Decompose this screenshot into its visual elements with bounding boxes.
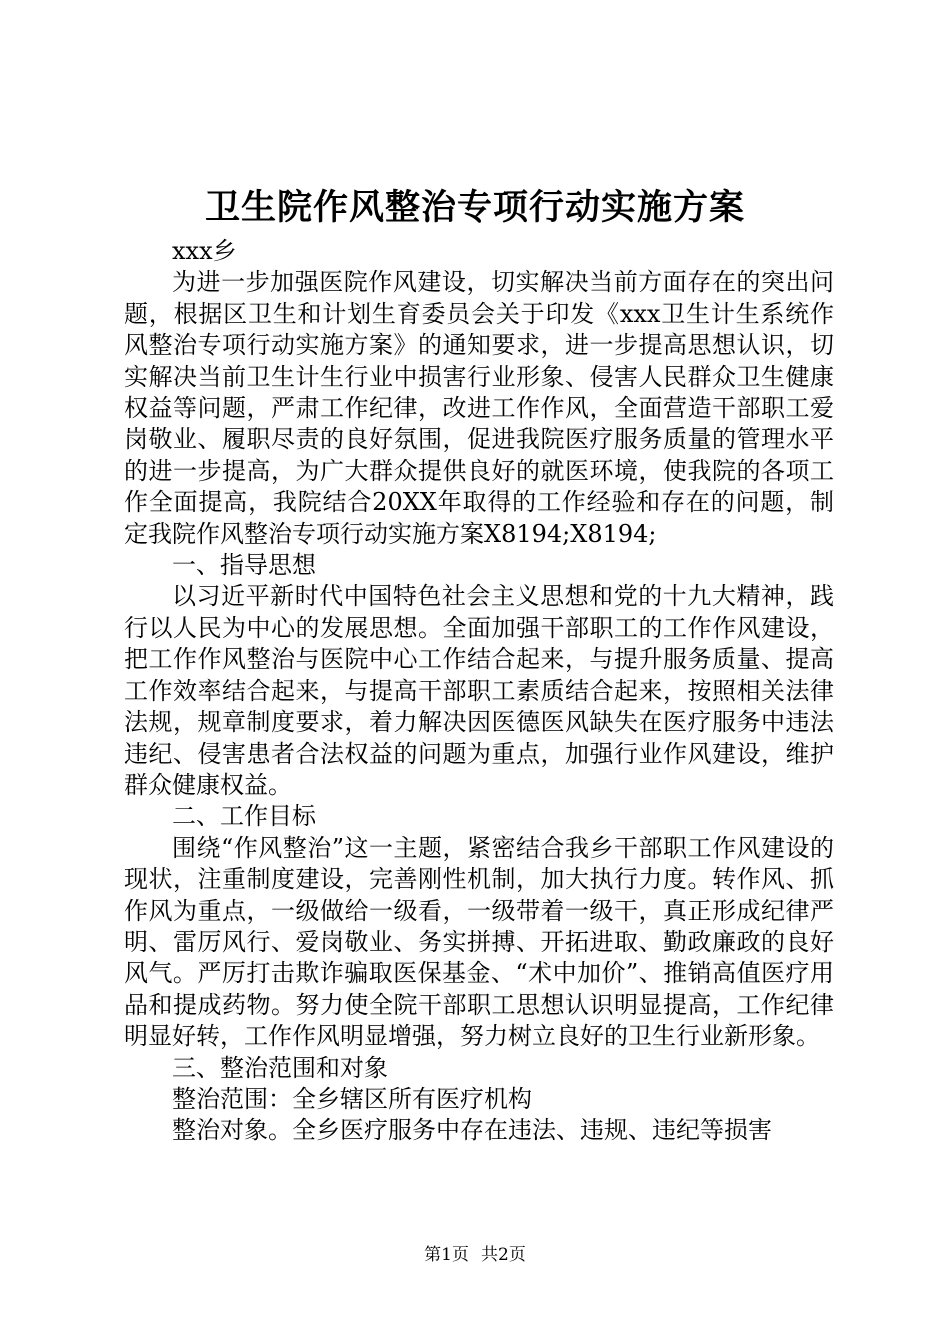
body-paragraph: 以习近平新时代中国特色社会主义思想和党的十九大精神，践行以人民为中心的发展思想。全面加强干部职工的工作作风建设，把工作作风整治与医院中心工作结合起来，与提升服务质量、提高工作效率结合起来，与提高干部职工素质结合起来，按照相关法律法规，规章制度要求，着力解决因医德医风缺失在医疗服务中违法违纪、侵害患者合法权益的问题为重点，加强行业作风建设，维护群众健康权益。: [124, 582, 834, 799]
document-body: [124, 236, 834, 1147]
body-paragraph: 整治范围：全乡辖区所有医疗机构: [172, 1084, 532, 1113]
body-paragraph: 整治对象。全乡医疗服务中存在违法、违规、违纪等损害: [172, 1116, 772, 1145]
section-heading: 二、工作目标: [172, 802, 316, 831]
section-heading: 三、整治范围和对象: [172, 1053, 388, 1082]
intro-paragraph: 为进一步加强医院作风建设，切实解决当前方面存在的突出问题，根据区卫生和计划生育委员会关于印发《xxx卫生计生系统作风整治专项行动实施方案》的通知要求，进一步提高思想认识，切实解决当前卫生计生行业中损害行业形象、侵害人民群众卫生健康权益等问题，严肃工作纪律，改进工作作风，全面营造干部职工爱岗敬业、履职尽责的良好氛围，促进我院医疗服务质量的管理水平的进一步提高，为广大群众提供良好的就医环境，使我院的各项工作全面提高，我院结合20XX年取得的工作经验和存在的问题，制定我院作风整治专项行动实施方案X8194;X8194;: [124, 268, 834, 548]
body-paragraph: 围绕“作风整治”这一主题，紧密结合我乡干部职工作风建设的现状，注重制度建设，完善刚性机制，加大执行力度。转作风、抓作风为重点，一级做给一级看，一级带着一级干，真正形成纪律严明、雷厉风行、爱岗敬业、务实拼搏、开拓进取、勤政廉政的良好风气。严厉打击欺诈骗取医保基金、“术中加价”、推销高值医疗用品和提成药物。努力使全院干部职工思想认识明显提高，工作纪律明显好转，工作作风明显增强，努力树立良好的卫生行业新形象。: [124, 833, 834, 1051]
page-total: 共2页: [481, 1245, 526, 1265]
page-footer: [0, 1244, 950, 1266]
issuer-line: xxx乡: [172, 237, 237, 265]
page-number: 第1页: [424, 1245, 469, 1265]
section-heading: 一、指导思想: [172, 551, 316, 580]
document-title: 卫生院作风整治专项行动实施方案: [204, 187, 745, 228]
